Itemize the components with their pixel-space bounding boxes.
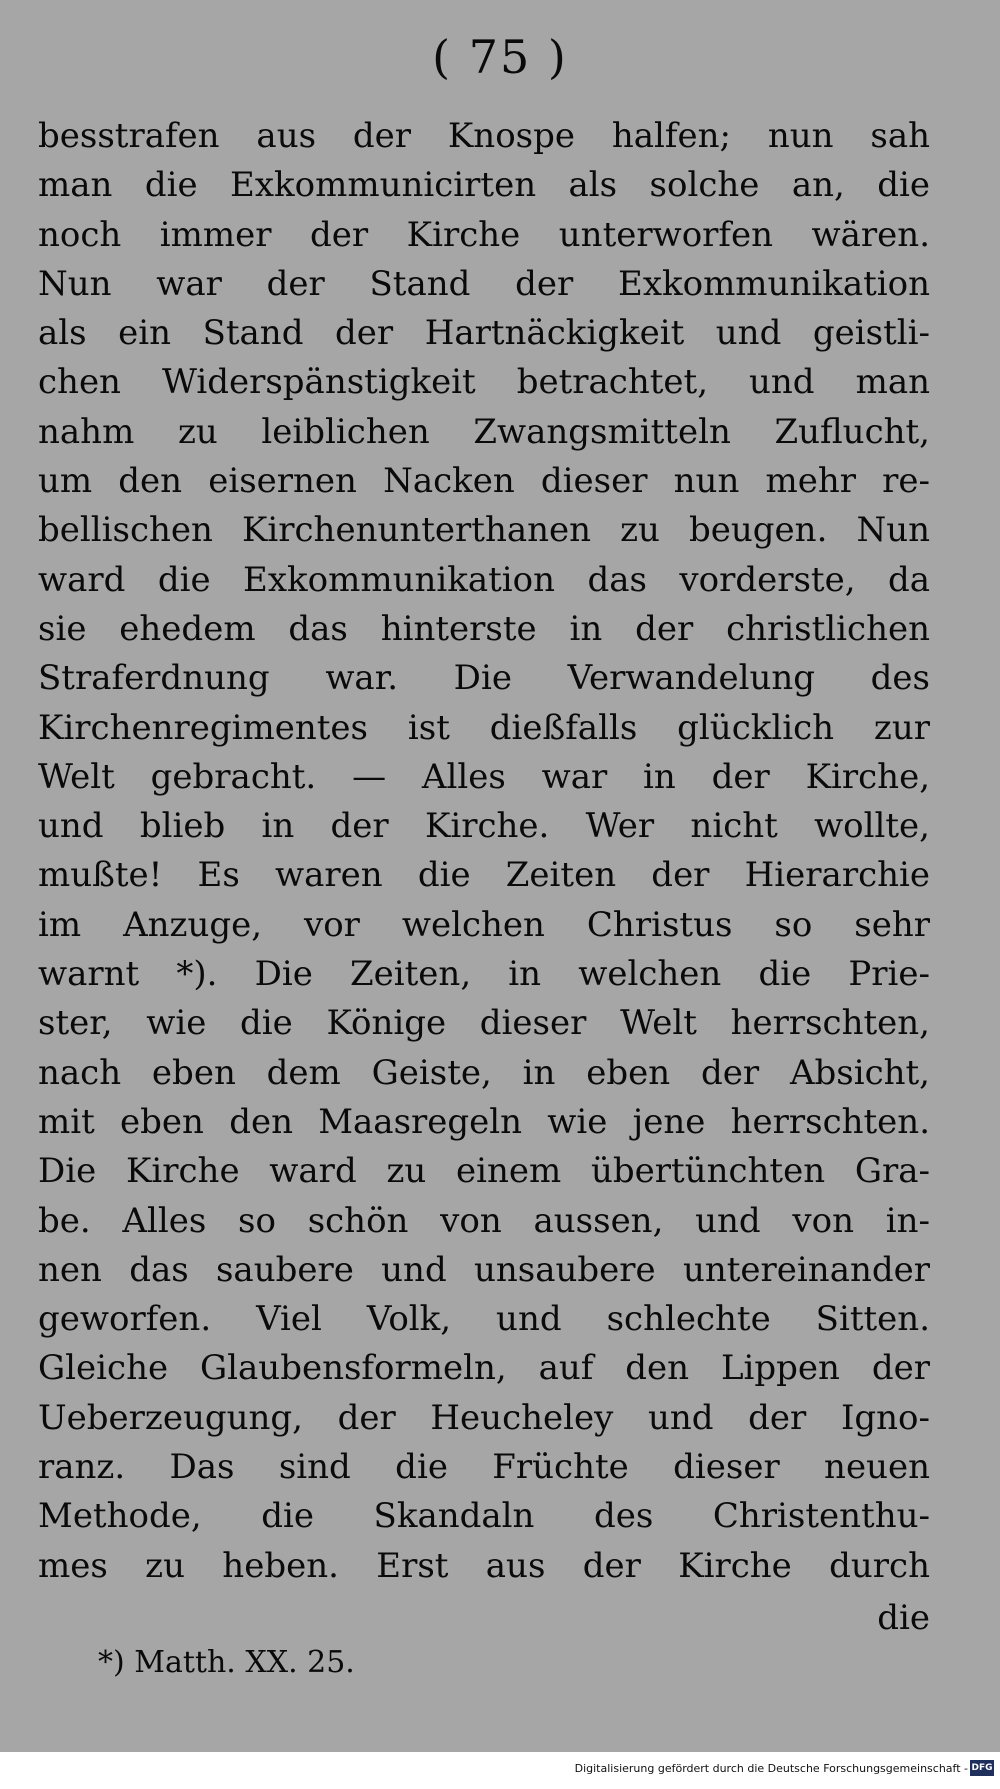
text-line: sie ehedem das hinterste in der christlichen (38, 608, 930, 649)
text-line: warnt *). Die Zeiten, in welchen die Prie- (38, 954, 930, 995)
text-line: man die Exkommunicirten als solche an, die (38, 165, 930, 206)
catchword: die (877, 1598, 930, 1638)
text-line: chen Widerspänstigkeit betrachtet, und man (38, 362, 930, 403)
text-line: mußte! Es waren die Zeiten der Hierarchie (38, 855, 930, 896)
text-line: im Anzuge, vor welchen Christus so sehr (38, 904, 930, 945)
text-line: um den eisernen Nacken dieser nun mehr re- (38, 461, 930, 502)
text-line: ward die Exkommunikation das vorderste, da (38, 559, 930, 600)
text-line: geworfen. Viel Volk, und schlechte Sitten. (38, 1299, 930, 1340)
text-line: Nun war der Stand der Exkommunikation (38, 263, 930, 304)
digitization-credit: Digitalisierung gefördert durch die Deutsche Forschungsgemeinschaft - (574, 1762, 968, 1775)
text-line: Die Kirche ward zu einem übertünchten Gra- (38, 1151, 930, 1192)
text-line: nahm zu leiblichen Zwangsmitteln Zuflucht, (38, 411, 930, 452)
dfg-logo-icon: DFG (970, 1760, 994, 1776)
text-line: ster, wie die Könige dieser Welt herrschten, (38, 1003, 930, 1044)
text-line: als ein Stand der Hartnäckigkeit und geistli- (38, 313, 930, 354)
credit-bar (0, 1752, 1000, 1789)
footnote: *) Matth. XX. 25. (98, 1645, 355, 1680)
text-line: Straferdnung war. Die Verwandelung des (38, 658, 930, 699)
body-text (38, 112, 930, 1591)
text-line: be. Alles so schön von aussen, und von in- (38, 1200, 930, 1241)
text-line: Methode, die Skandaln des Christenthu- (38, 1496, 930, 1537)
text-line: besstrafen aus der Knospe halfen; nun sah (38, 116, 930, 156)
text-line: Ueberzeugung, der Heucheley und der Igno- (38, 1397, 930, 1438)
text-line: ranz. Das sind die Früchte dieser neuen (38, 1447, 930, 1488)
text-line: Gleiche Glaubensformeln, auf den Lippen der (38, 1348, 930, 1389)
text-line: Kirchenregimentes ist dießfalls glücklich zur (38, 707, 930, 748)
text-line: Welt gebracht. — Alles war in der Kirche, (38, 756, 930, 797)
page-number: ( 75 ) (432, 30, 568, 84)
text-line: und blieb in der Kirche. Wer nicht wollte, (38, 806, 930, 847)
text-line: mit eben den Maasregeln wie jene herrschten. (38, 1101, 930, 1142)
text-line: nach eben dem Geiste, in eben der Absicht, (38, 1052, 930, 1093)
text-line: mes zu heben. Erst aus der Kirche durch (38, 1545, 930, 1586)
text-line: noch immer der Kirche unterworfen wären. (38, 214, 930, 255)
text-line: nen das saubere und unsaubere untereinander (38, 1249, 930, 1290)
text-line: bellischen Kirchenunterthanen zu beugen. Nun (38, 510, 930, 551)
